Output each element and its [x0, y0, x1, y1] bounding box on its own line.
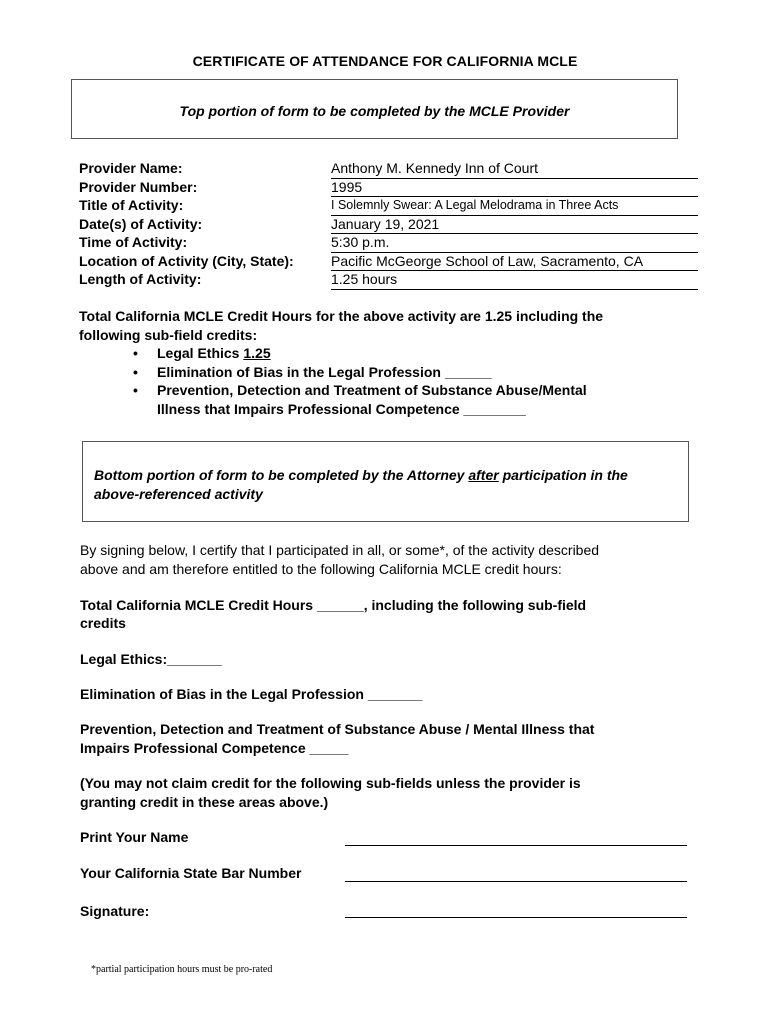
prevention-claim-line-1: Prevention, Detection and Treatment of Substance Abuse / Mental Illness that	[80, 721, 595, 737]
prevention-claim-line-2: Impairs Professional Competence _____	[80, 740, 349, 756]
total-credit-line-2: following sub-field credits:	[79, 326, 258, 343]
activity-location-value: Pacific McGeorge School of Law, Sacramento, CA	[331, 253, 698, 272]
activity-length-label: Length of Activity:	[79, 271, 202, 287]
signature-label: Signature:	[80, 903, 150, 919]
total-credit-line-1: Total California MCLE Credit Hours for the above activity are 1.25 including the	[79, 308, 604, 324]
activity-date-value: January 19, 2021	[331, 216, 698, 235]
legal-ethics-label: Legal Ethics	[157, 345, 244, 361]
total-claim-line-1: Total California MCLE Credit Hours ______, including the following sub-field	[80, 597, 587, 613]
activity-length-value: 1.25 hours	[331, 271, 698, 290]
provider-section-heading: Top portion of form to be completed by the MCLE Provider	[179, 103, 570, 119]
attorney-section-heading: Bottom portion of form to be completed by the Attorney after participation in the above-referenced activity	[94, 467, 628, 502]
legal-ethics-credit: 1.25	[243, 345, 271, 361]
provider-number-value: 1995	[331, 179, 698, 198]
print-name-label: Print Your Name	[80, 829, 189, 845]
legal-ethics-claim: Legal Ethics:_______	[80, 651, 222, 667]
elimination-of-bias-claim: Elimination of Bias in the Legal Profession _______	[80, 686, 423, 702]
bar-number-label: Your California State Bar Number	[80, 865, 302, 881]
activity-date-label: Date(s) of Activity:	[79, 215, 203, 232]
after-emphasis: after	[468, 467, 499, 483]
activity-time-label: Time of Activity:	[79, 234, 188, 250]
total-claim-line-2: credits	[80, 615, 126, 631]
bullet-icon: •	[133, 382, 138, 398]
activity-time-value: 5:30 p.m.	[331, 234, 698, 253]
signature-line[interactable]	[345, 917, 687, 918]
certify-line-2: above and am therefore entitled to the following California MCLE credit hours:	[80, 561, 562, 577]
bullet-icon: •	[133, 345, 138, 361]
prevention-text-line-2: Illness that Impairs Professional Competence ________	[157, 400, 526, 417]
bullet-icon: •	[133, 363, 138, 380]
bar-number-line[interactable]	[345, 881, 687, 882]
activity-title-label: Title of Activity:	[79, 197, 184, 213]
note-line-2: granting credit in these areas above.)	[80, 794, 329, 810]
activity-location-label: Location of Activity (City, State):	[79, 252, 294, 269]
page-title: CERTIFICATE OF ATTENDANCE FOR CALIFORNIA MCLE	[192, 53, 578, 69]
note-line-1: (You may not claim credit for the following sub-fields unless the provider is	[80, 775, 581, 791]
certify-line-1: By signing below, I certify that I participated in all, or some*, of the activity described	[80, 542, 600, 558]
footnote: *partial participation hours must be pro-rated	[91, 964, 273, 975]
provider-number-label: Provider Number:	[79, 178, 198, 195]
attorney-section-box	[82, 441, 689, 522]
activity-title-value: I Solemnly Swear: A Legal Melodrama in Three Acts	[331, 197, 698, 216]
provider-name-label: Provider Name:	[79, 160, 183, 176]
provider-section-box	[71, 79, 678, 139]
prevention-text-line-1: Prevention, Detection and Treatment of Substance Abuse/Mental	[157, 382, 587, 398]
elimination-of-bias-text: Elimination of Bias in the Legal Profession ______	[157, 363, 492, 380]
print-name-line[interactable]	[345, 845, 687, 846]
provider-name-value: Anthony M. Kennedy Inn of Court	[331, 160, 698, 179]
